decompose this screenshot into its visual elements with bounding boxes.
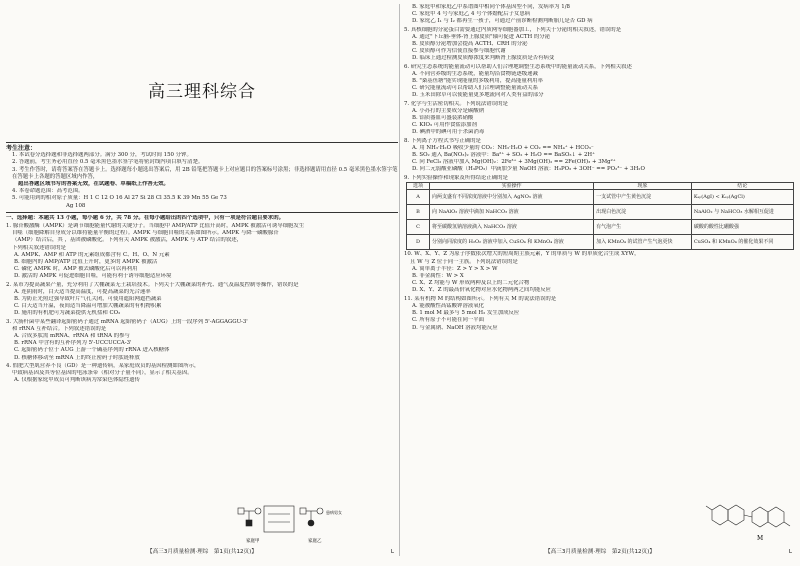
option-line: D. X、Y、Z 的最高价氧化物对应水化物两两之间均能反应 xyxy=(412,287,552,294)
experiment-table xyxy=(406,182,794,251)
option-line: C. 皮质醇可作为信使直接参与细胞代谢 xyxy=(412,48,506,55)
text-line: （AMP）结合后，其 ，基团被磷酸化。下列有关 AMPK 被激活，AMPK 与 ATP 结合的叙述， xyxy=(12,237,242,244)
option-line: D. 与金属钠、NaOH 溶液均能反应 xyxy=(412,324,498,331)
footer-text: 【高三3月质量检测·理综 第2页(共12页)】 xyxy=(545,548,655,555)
table-header: 结论 xyxy=(691,182,793,190)
table-cell: 分别向同浓度的 H₂O₂ 溶液中加入 CuSO₄ 和 KMnO₄ 溶液 xyxy=(430,235,594,250)
question-stem: 10. W、X、Y、Z 为原子序数依次增大的短周期主族元素，Y 的单质与 W 的单质化合生成 XYW， xyxy=(404,251,640,258)
notice-item: 4. 本卷命题范围：高考范围。 xyxy=(12,188,84,195)
option-line: D. 激活的 AMPK 可促进细胞自噬，可能有利于诱导细胞适应环境 xyxy=(14,273,172,280)
table-cell: 加入 KMnO₄ 的试管产生气泡更快 xyxy=(594,235,692,250)
right-questions-2 xyxy=(404,251,796,331)
notice-heading: 考生注意： xyxy=(6,145,37,152)
pedigree-affected-male xyxy=(246,520,252,526)
footer-text: 【高三3月质量检测·理综 第1页(共12页)】 xyxy=(147,548,257,555)
pedigree-label-b: 家庭乙 xyxy=(308,539,322,544)
molecule-label: M xyxy=(757,535,764,542)
pedigree-chart xyxy=(234,504,354,548)
table-cell: 向两支盛有不同浓度溶液中分别加入 AgNO₃ 溶液 xyxy=(430,190,594,205)
option-line: A. 合成多肽需 mRNA、rRNA 和 tRNA 的参与 xyxy=(14,333,130,340)
option-line: A. 简单离子半径：Z > Y > X > W xyxy=(412,265,498,272)
page-left xyxy=(6,4,398,556)
question-stem: 11. 某有机物 M 的结构如图所示。下列有关 M 的说法错误的是 xyxy=(404,295,557,302)
option-line: B. 细胞内的 AMP/ATP 比值上升时，更多的 AMPK 被激活 xyxy=(14,259,158,266)
footer-mark: L xyxy=(788,548,792,555)
option-line: C. 起始密码子位于 AUG 上游一个碱基序列的 rRNA 进入核糖体 xyxy=(14,347,170,354)
table-cell: 有气泡产生 xyxy=(594,220,692,235)
option-line: B. 非金属性：W > X xyxy=(412,273,464,280)
notice-box xyxy=(6,142,398,210)
ring xyxy=(728,505,744,525)
notice-item: 1. 本试卷分选择题和非选择题两部分。满分 300 分，考试时间 150 分钟。 xyxy=(12,152,192,159)
pedigree-affected-female xyxy=(308,520,314,526)
table-cell: C xyxy=(407,220,430,235)
option-line: C. 向 FeCl₃ 溶液中加入 Mg(OH)₂：2Fe³⁺ + 3Mg(OH)₂ == 2Fe(OH)₃ + 3Mg²⁺ xyxy=(412,159,616,166)
table-cell: 向 NaAlO₂ 溶液中滴加 NaHCO₃ 溶液 xyxy=(430,205,594,220)
option-line: A. AMPK、AMP 和 ATP 的元素组成都含有 C、H、O、N 元素 xyxy=(14,251,170,258)
table-header: 现象 xyxy=(594,182,692,190)
option-line: B. 皮质醇分泌增加会提高 ACTH、CRH 的分泌 xyxy=(412,41,528,48)
left-questions xyxy=(6,215,398,385)
table-row xyxy=(407,205,794,220)
ring xyxy=(712,505,728,525)
notice-item: 2. 答题前，考生务必用直径 0.5 毫米黑色墨水签字笔将密封线内项目填写清楚。 xyxy=(12,159,204,166)
question-stem: 9. 下列实验操作和现象及所得结论正确的是 xyxy=(404,174,508,181)
table-header: 选项 xyxy=(407,182,430,190)
question-stem: 8. 下列离子方程式书写正确的是 xyxy=(404,137,481,144)
question-stem: 2. 某市为提高蔬果产量，充分利用了大棚蔬菜无土栽培技术。下列关于大棚蔬菜的补充、通气及温度控制等操作，错误的是 xyxy=(6,281,299,288)
option-line: C. KIO₃ 可用作食盐添加剂 xyxy=(412,122,477,129)
option-line: B. 铝质器皿可盛装浓硝酸 xyxy=(412,115,474,122)
question-stem: 3. 大肠杆菌中某些翻译起始密码子通过 mRNA 起始密码子（AUG）上的一段序列 5'-AGGAGGU-3' xyxy=(6,318,248,325)
text-line: 中致病基因及其等位基因的电泳条带（相对分子量不同），显示了相关基因。 xyxy=(12,370,193,377)
text-line: 自噬（细胞降解自身成分以维持能量平衡的过程）。AMPK 与细胞自噬的关系如图所示。AMPK 与降一磷酸腺苷 xyxy=(12,230,279,237)
option-line: D. 核糖体移动至 mRNA 上的终止密码子时肽链释放 xyxy=(14,354,140,361)
ring xyxy=(752,507,768,527)
footer-mark: L xyxy=(390,548,394,555)
pedigree-male xyxy=(300,508,306,514)
footer-left xyxy=(6,549,398,556)
option-line: C. 白天适当升温，夜间适当降温可增加大棚蔬菜的有机物积累 xyxy=(14,303,162,310)
table-cell: 将至碳酸氢钠溶液滴入 NaHCO₃ 溶液 xyxy=(430,220,594,235)
option-line: D. 玉米田除草可以使能量更多地流向对人类有益的部分 xyxy=(412,92,544,99)
option-line: D. 家庭乙 I₁ 与 I₂ 都再生一孩子，可通过产前诊断检测判断胎儿是否 GD 病 xyxy=(412,18,593,25)
pedigree-male xyxy=(238,508,244,514)
table-cell: Kₛₚ(AgI) < Kₛₚ(AgCl) xyxy=(691,190,793,205)
question-stem: 1. 腺苷酸激酶（AMPK）是调节细胞能量代谢的关键分子。当细胞中 AMP/ATP 比值升高时，AMPK 被激活可诱导细胞发生 xyxy=(6,223,305,230)
pedigree-female xyxy=(317,508,323,514)
option-line: B. SO₂ 通入 Ba(NO₃)₂ 溶液中：Ba²⁺ + SO₂ + H₂O == BaSO₃↓ + 2H⁺ xyxy=(412,152,595,159)
option-line: A. 连阴雨时，白天适当提高温度，可提高蔬菜的光合速率 xyxy=(14,288,151,295)
table-cell: CuSO₄ 和 KMnO₄ 的催化效果不同 xyxy=(691,235,793,250)
table-cell: 一支试管中产生黄色沉淀 xyxy=(594,190,692,205)
text-line: 一、选择题：本题共 13 小题，每小题 6 分，共 78 分。在每小题给出的四个选项中，只有一项是符合题目要求的。 xyxy=(6,214,284,221)
option-line: D. 碘酒中的碘可用于杀菌消毒 xyxy=(412,129,485,136)
option-line: A. 小苏打的主要成分是碳酸钠 xyxy=(412,107,485,114)
option-line: B. "桑基鱼塘"能实现能量的多级利用，提高能量利用率 xyxy=(412,78,543,85)
option-line: A. 不同营养级的生态系统，能量均沿食物链逐级递减 xyxy=(412,70,538,77)
option-line: C. 研究能量流动可以帮助人们合理调整能量流动关系 xyxy=(412,85,538,92)
notice-item: Ag 108 xyxy=(66,202,86,209)
option-line: A. 仅根据家庭甲成员可判断该病为常染色体隐性遗传 xyxy=(14,377,140,384)
question-stem: 4. 假肥大型肌营养不良（GD）是一种遗传病，某家庭成员的基因检测如图所示， xyxy=(6,362,200,369)
option-line: C. 磷化 AMPK 时，AMP 被去磷酸化后可以再利用 xyxy=(14,266,138,273)
text-line: 且 W 与 Z 位于同一主族。下列说法错误的是 xyxy=(410,258,518,265)
option-line: B. 家庭甲和家庭乙中系谱图中相同个体基因型不同，发病率为 1/8 xyxy=(412,4,570,10)
question-stem: 6. 研究生态系统的能量流动可以帮助人们合理地调整生态系统中的能量流动关系，下列相关叙述 xyxy=(404,63,632,70)
pedigree-legend: 患病男女 xyxy=(326,510,342,515)
notice-item: 3. 考生作答时，请将答案答在答题卡上。选择题每小题选出答案后，用 2B 铅笔把答题卡上对应题目的答案标号涂黑；非选择题请用直径 0.5 毫米黑色墨水签字笔在答题卡上各题的答题区域内作答， xyxy=(12,166,398,180)
option-line: A. 用 NH₃·H₂O 吸收少量的 CO₂：NH₃·H₂O + CO₂ == NH₄⁺ + HCO₃⁻ xyxy=(412,144,594,151)
pedigree-female xyxy=(255,508,261,514)
option-line: B. 1 mol M 最多与 5 mol H₂ 发生加成反应 xyxy=(412,310,520,317)
table-cell: A xyxy=(407,190,430,205)
table-cell: D xyxy=(407,235,430,250)
question-stem: 5. 真核细胞的分泌蛋白需要通过内质网等细胞器加工，下列关于分泌的相关叙述，错误的是 xyxy=(404,26,622,33)
molecule-structure xyxy=(702,490,792,546)
footer-right xyxy=(404,549,796,556)
gel-band-box xyxy=(264,506,294,532)
option-line: B. rRNA 中含有的互补序列为 5'-UCCUCCA-3' xyxy=(14,340,132,347)
table-cell: 碳酸的酸性比硼酸强 xyxy=(691,220,793,235)
table-row xyxy=(407,235,794,250)
option-line: D. 施用的有机肥可为蔬菜提供无机盐和 CO₂ xyxy=(14,310,121,317)
option-line: D. 向二元弱酸亚磷酸（H₃PO₃）中滴加少量 NaOH 溶液：H₃PO₃ + 3OH⁻ == PO₃³⁻ + 3H₂O xyxy=(412,166,645,173)
option-line: A. 能被酸性高锰酸钾溶液氧化 xyxy=(412,302,485,309)
notice-item: 5. 可能用到的相对原子质量：H 1 C 12 O 16 Al 27 Si 28 Cl 35.5 K 39 Mn 55 Ge 73 xyxy=(12,195,227,202)
option-line: D. 临床上通过检测皮质醇浓度来判断肾上腺皮质是否有病变 xyxy=(412,55,555,62)
text-line: 下列相关叙述错误的是 xyxy=(12,244,66,251)
notice-item: 超出答题区域书写的答案无效，在试题卷、草稿纸上作答无效。 xyxy=(18,181,169,188)
table-cell: 出现白色沉淀 xyxy=(594,205,692,220)
ring xyxy=(768,507,784,527)
table-row xyxy=(407,220,794,235)
table-header: 实验操作 xyxy=(430,182,594,190)
option-line: A. 通过"下丘脑-垂体-肾上腺皮质"轴可促进 ACTH 的分泌 xyxy=(412,33,551,40)
option-line: C. X、Z 均能与 W 形成两种及以上的二元化合物 xyxy=(412,280,530,287)
table-row xyxy=(407,190,794,205)
exam-title: 高三理科综合 xyxy=(148,82,256,102)
question-stem: 7. 化学与生活密切相关。下列说法错误的是 xyxy=(404,100,508,107)
right-questions xyxy=(404,4,796,182)
pedigree-label-a: 家庭甲 xyxy=(246,539,260,544)
option-line: B. 为防止光照过强导致叶片气孔关闭，可使用遮阳网遮挡蔬菜 xyxy=(14,296,162,303)
page-divider xyxy=(399,4,400,556)
table-cell: B xyxy=(407,205,430,220)
table-cell: NaAlO₂ 与 NaHCO₃ 水解相互促进 xyxy=(691,205,793,220)
page-right xyxy=(404,4,796,556)
text-line: 和 rRNA 互补结合。下列叙述错误的是 xyxy=(12,325,107,332)
option-line: C. 所有原子不可能在同一平面 xyxy=(412,317,485,324)
option-line: C. 家庭甲 4 号与家庭乙 4 号个体婚配后子女患病 xyxy=(412,11,531,18)
